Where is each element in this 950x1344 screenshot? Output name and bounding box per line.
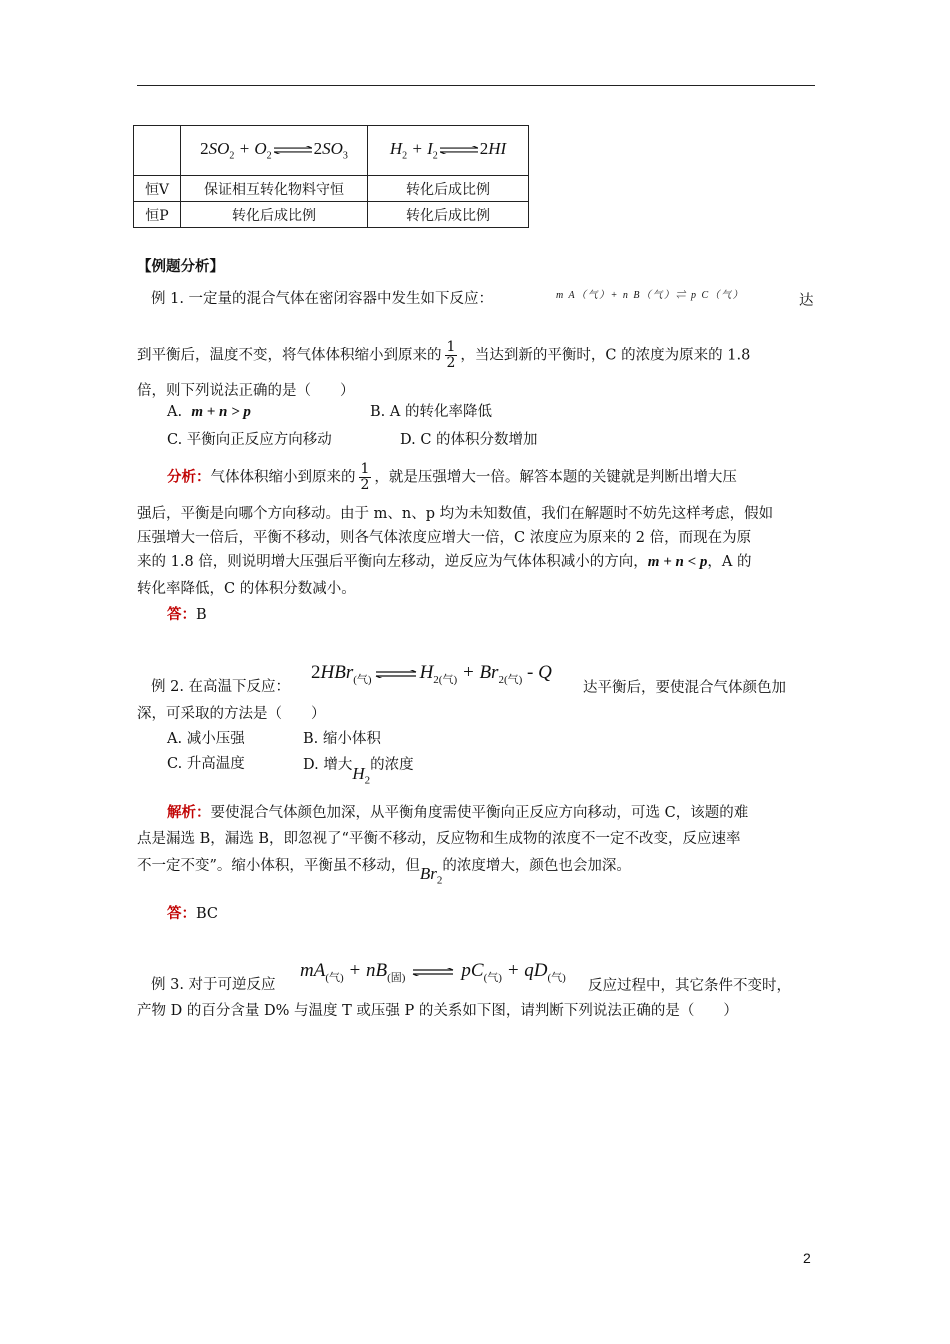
example2-intro: 例 2. 在高温下反应： <box>151 679 291 695</box>
table-cell: 保证相互转化物料守恒 <box>181 176 368 202</box>
jiexi-line1: 解析：要使混合气体颜色加深，从平衡角度需使平衡向正反应方向移动，可选 C，该题的难 <box>167 804 749 821</box>
fraction: $\frac{1}{2}$ <box>360 461 370 493</box>
option-b: B. A 的转化率降低 <box>370 404 492 420</box>
jiexi-line3: 不一定不变”。缩小体积，平衡虽不移动，但$Br_2$的浓度增大，颜色也会加深。 <box>137 858 631 887</box>
analysis-line4: 来的 1.8 倍，则说明增大压强后平衡向左移动，逆反应为气体体积减小的方向，m + n < p，A 的 <box>137 554 752 570</box>
table-row <box>134 126 529 176</box>
answer-1: 答：B <box>167 606 207 623</box>
analysis-line2: 强后，平衡是向哪个方向移动。由于 m、n、p 均为未知数值，我们在解题时不妨先这样考虑，假如 <box>137 506 774 522</box>
option-a: A. 减小压强 <box>167 731 245 747</box>
equilibrium-arrow-icon <box>274 146 312 154</box>
table-cell: 转化后成比例 <box>368 202 529 228</box>
section-title: 【例题分析】 <box>137 258 224 275</box>
example2-equation: 2HBr$_{(气)}$ $H_{2(气)} + Br_{2(气)} - Q$ <box>311 662 552 686</box>
row-label: 恒P <box>134 202 181 228</box>
analysis-line5: 转化率降低，C 的体积分数减小。 <box>137 581 356 597</box>
example1-equation: m A（气）+ n B（气）⇌ p C（气） <box>556 290 745 301</box>
comparison-table <box>133 125 529 228</box>
option-a: A. m + n > p <box>167 404 251 420</box>
option-d: D. C 的体积分数增加 <box>400 432 538 448</box>
example1-line3: 倍，则下列说法正确的是（ ） <box>137 383 355 399</box>
table-cell: 转化后成比例 <box>368 176 529 202</box>
equation-so3: $2SO_2 + O_2$ $2SO_3$ <box>181 126 368 176</box>
example2-after: 达平衡后，要使混合气体颜色加 <box>583 680 786 696</box>
page-number: 2 <box>803 1250 811 1266</box>
fraction: $\frac{1}{2}$ <box>446 339 456 371</box>
example1-line2: 到平衡后，温度不变，将气体体积缩小到原来的 $\frac{1}{2}$ ，当达到新的平衡时，C 的浓度为原来的 1.8 <box>137 339 751 371</box>
option-c: C. 升高温度 <box>167 756 245 772</box>
example3-after: 反应过程中，其它条件不变时， <box>588 978 791 994</box>
answer-2: 答：BC <box>167 905 219 922</box>
example1-intro: 例 1. 一定量的混合气体在密闭容器中发生如下反应： <box>151 291 494 307</box>
header-rule <box>137 85 815 86</box>
equilibrium-arrow-icon <box>407 968 459 976</box>
option-b: B. 缩小体积 <box>303 731 381 747</box>
example3-line2: 产物 D 的百分含量 D% 与温度 T 或压强 P 的关系如下图，请判断下列说法正确的是（ ） <box>137 1003 738 1019</box>
option-d: D. 增大$H_2$的浓度 <box>303 757 414 787</box>
equilibrium-arrow-icon <box>440 146 478 154</box>
example2-line2: 深，可采取的方法是（ ） <box>137 706 326 722</box>
table-row <box>134 202 529 228</box>
table-cell: 转化后成比例 <box>181 202 368 228</box>
jiexi-line2: 点是漏选 B，漏选 B，即忽视了“平衡不移动，反应物和生成物的浓度不一定不改变，反应速率 <box>137 831 741 847</box>
equilibrium-arrow-icon <box>374 670 418 678</box>
analysis-line3: 压强增大一倍后，平衡不移动，则各气体浓度应增大一倍，C 浓度应为原来的 2 倍，而现在为原 <box>137 530 752 546</box>
example3-equation: $mA_{(气)} + nB_{(固)}$ $pC_{(气)} + qD_{(气)}$ <box>300 960 566 984</box>
analysis-line1: 分析：气体体积缩小到原来的 $\frac{1}{2}$ ，就是压强增大一倍。解答本题的关键就是判断出增大压 <box>167 461 737 493</box>
example3-intro: 例 3. 对于可逆反应 <box>151 977 276 993</box>
row-label: 恒V <box>134 176 181 202</box>
equation-hi: $H_2 + I_2$ 2HI <box>368 126 529 176</box>
table-row <box>134 176 529 202</box>
example1-reach: 达 <box>799 293 814 309</box>
option-c: C. 平衡向正反应方向移动 <box>167 432 332 448</box>
